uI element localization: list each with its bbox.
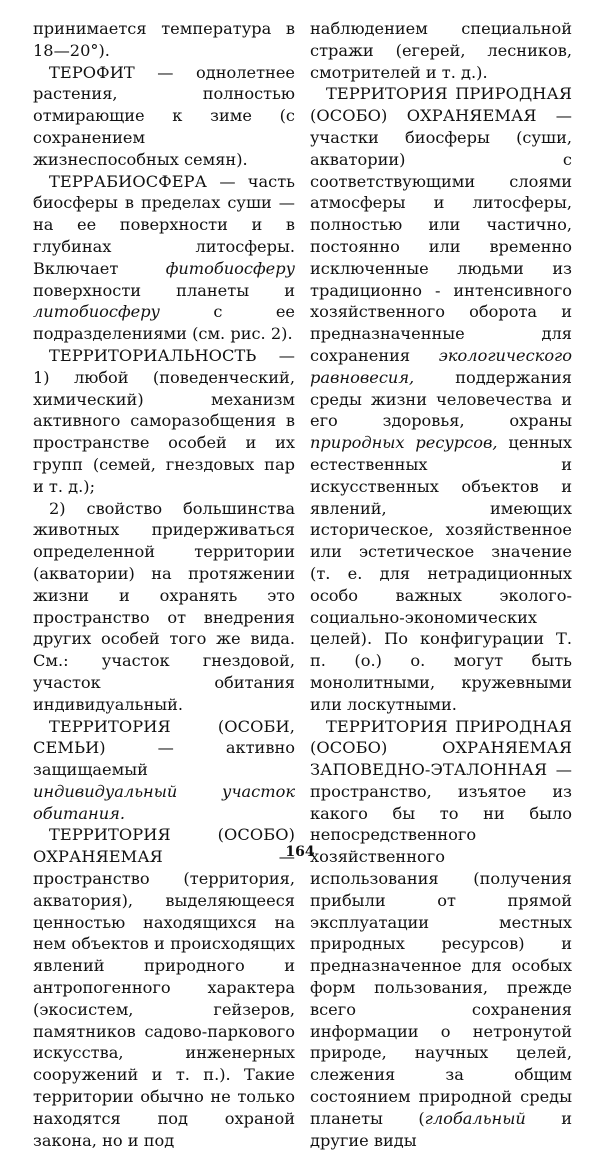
entry-text: наблюдением специальной стражи (егерей, лесников, смотрителей и т. д.). [310,19,572,82]
entry-term: ТЕРРИТОРИЯ ПРИРОДНАЯ (ОСОБО) ОХРАНЯЕМАЯ ЗАПОВЕДНО-ЭТАЛОННАЯ [310,717,572,780]
entry-term: ТЕРОФИТ [49,63,135,82]
entry-paragraph [33,171,295,345]
entry-term: ТЕРРИТОРИАЛЬНОСТЬ [49,346,256,365]
entry-text: — пространство, изъятое из какого бы то ни было непосредственного хозяйственного использования (получения прибыли от прямой эксплуатации местных природных ресурсов) и предназначенное для особых форм пользования, прежде всего сохранения информации о нетронутой природе, научных целей, слежения за общим состоянием природной среды планеты ( [310,760,572,1128]
entry-text: и другие виды [310,1109,572,1150]
entry-text: — участки биосферы (суши, акватории) с соответствующими слоями атмосферы и литосферы, полностью или частично, постоянно или временно исключенные людьми из традиционно - интенсивного хозяйственного оборота и предназначенные для сохранения [310,106,572,365]
entry-text: — пространство (территория, акватория), выделяющееся ценностью находящихся на нем объектов и происходящих явлений природного и антропогенного характера (экосистем, гейзеров, памятников садово-паркового искусства, инженерных сооружений и т. п.). Такие территории обычно не только находятся под охраной закона, но и под [33,847,295,1149]
entry-paragraph [310,18,572,83]
entry-paragraph [33,62,295,171]
italic-crossref: природных ресурсов, [310,433,498,452]
italic-crossref: фитобиосферу [166,259,295,278]
entry-paragraph [33,716,295,825]
entry-term: ТЕРРИТОРИЯ ПРИРОДНАЯ (ОСОБО) ОХРАНЯЕМАЯ [310,84,572,125]
entry-text: поверхности планеты и [33,281,295,300]
page-number: 164 [0,844,600,860]
right-column [310,18,572,1151]
italic-crossref: экологического равновесия, [310,346,572,387]
entry-paragraph [310,716,572,1151]
entry-term: ТЕРРИТОРИЯ (ОСОБИ, СЕМЬИ) [33,717,295,758]
entry-text: 2) свойство большинства животных придерживаться определенной территории (акватории) на протяжении жизни и охранять это пространство от внедрения других особей того же вида. См.: участок гнездовой, участок обитания индивидуальный. [33,499,295,714]
entry-paragraph [33,18,295,62]
italic-crossref: литобиосферу [33,302,160,321]
entry-text: принимается температура в 18—20°). [33,19,295,60]
entry-text: ценных естественных и искусственных объектов и явлений, имеющих историческое, хозяйственное или эстетическое значение (т. е. для нетрадиционных особо важных эколого-социально-экономических целей). По конфигурации Т. п. (о.) о. могут быть монолитными, кружевными или лоскутными. [310,433,572,714]
entry-text: — однолетнее растения, полностью отмирающие к зиме (с сохранением жизнеспособных семян). [33,63,295,169]
left-column [33,18,295,1151]
entry-paragraph [33,824,295,1151]
entry-paragraph [33,498,295,716]
entry-text: — активно защищаемый [33,738,295,779]
entry-term: ТЕРРАБИОСФЕРА [49,172,207,191]
entry-text: с ее подразделениями (см. рис. 2). [33,302,295,343]
entry-text: — часть биосферы в пределах суши — на ее поверхности и в глубинах литосферы. Включает [33,172,295,278]
entry-paragraph [33,345,295,498]
entry-text: — 1) любой (поведенческий, химический) механизм активного саморазобщения в пространстве особей и их групп (семей, гнездовых пар и т. д.); [33,346,295,496]
entry-term: ТЕРРИТОРИЯ (ОСОБО) ОХРАНЯЕМАЯ [33,825,295,866]
entry-text: поддержания среды жизни человечества и его здоровья, охраны [310,368,572,431]
italic-crossref: индивидуальный участок обитания. [33,782,295,823]
italic-crossref: глобальный [425,1109,526,1128]
entry-paragraph [310,83,572,715]
